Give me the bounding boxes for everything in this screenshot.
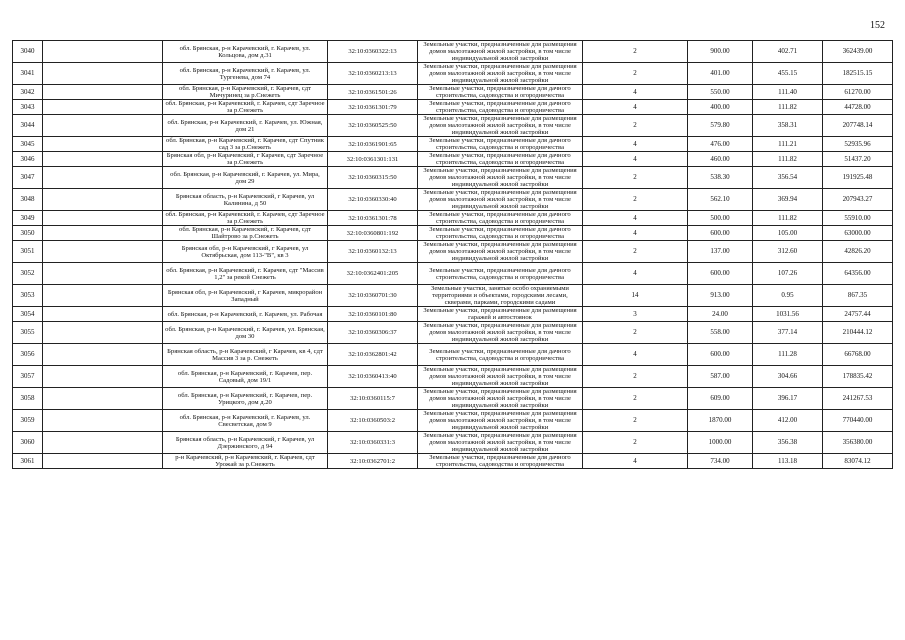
table-row <box>13 189 893 211</box>
empty-cell <box>43 152 163 167</box>
cadastral-number-cell: 32:10:0360331:3 <box>328 432 418 454</box>
specific-value-cell: 113.18 <box>753 454 823 469</box>
table-row <box>13 432 893 454</box>
land-use-purpose-cell: Земельные участки, предназначенные для размещения домов малоэтажной жилой застройки, в том числе индивидуальной жилой застройки <box>418 41 583 63</box>
cadastral-number-cell: 32:10:0360503:2 <box>328 410 418 432</box>
address-cell: Брянская область, р-н Карачевский, г Карачев, ул Дзержинского, д 94 <box>163 432 328 454</box>
land-use-purpose-cell: Земельные участки, предназначенные для размещения домов малоэтажной жилой застройки, в том числе индивидуальной жилой застройки <box>418 167 583 189</box>
land-use-purpose-cell: Земельные участки, предназначенные для размещения домов малоэтажной жилой застройки, в том числе индивидуальной жилой застройки <box>418 241 583 263</box>
land-use-purpose-cell: Земельные участки, предназначенные для размещения домов малоэтажной жилой застройки, в том числе индивидуальной жилой застройки <box>418 115 583 137</box>
area-cell: 1870.00 <box>688 410 753 432</box>
cadastral-number-cell: 32:10:0360801:192 <box>328 226 418 241</box>
row-number-cell: 3048 <box>13 189 43 211</box>
empty-cell <box>43 388 163 410</box>
cadastral-value-cell: 63000.00 <box>823 226 893 241</box>
page-number: 152 <box>870 20 885 31</box>
address-cell: обл. Брянская, р-н Карачевский, г. Карачев, ул. Брянская, дом 30 <box>163 322 328 344</box>
table-row <box>13 241 893 263</box>
area-cell: 600.00 <box>688 226 753 241</box>
address-cell: Брянская область, р-н Карачевский, г Карачев, ул Калинина, д 50 <box>163 189 328 211</box>
area-cell: 734.00 <box>688 454 753 469</box>
area-cell: 609.00 <box>688 388 753 410</box>
address-cell: обл. Брянская, р-н Карачевский, г. Карачев, сдт Шайтрово за р.Снежеть <box>163 226 328 241</box>
land-use-purpose-cell: Земельные участки, предназначенные для дачного строительства, садоводства и огородничества <box>418 152 583 167</box>
address-cell: Брянская обл, р-н Карачевский, г Карачев, сдт Заречное за р.Снежеть <box>163 152 328 167</box>
cadastral-value-cell: 64356.00 <box>823 263 893 285</box>
table-row <box>13 85 893 100</box>
cadastral-value-cell: 178835.42 <box>823 366 893 388</box>
empty-cell <box>43 344 163 366</box>
cadastral-value-cell: 770440.00 <box>823 410 893 432</box>
specific-value-cell: 111.21 <box>753 137 823 152</box>
land-use-purpose-cell: Земельные участки, предназначенные для дачного строительства, садоводства и огородничества <box>418 85 583 100</box>
group-cell: 4 <box>583 137 688 152</box>
cadastral-number-cell: 32:10:0361301:79 <box>328 100 418 115</box>
area-cell: 587.00 <box>688 366 753 388</box>
group-cell: 2 <box>583 167 688 189</box>
area-cell: 476.00 <box>688 137 753 152</box>
cadastral-number-cell: 32:10:0361301:78 <box>328 211 418 226</box>
cadastral-number-cell: 32:10:0362401:205 <box>328 263 418 285</box>
group-cell: 2 <box>583 115 688 137</box>
table-row <box>13 366 893 388</box>
cadastral-value-cell: 241267.53 <box>823 388 893 410</box>
group-cell: 14 <box>583 285 688 307</box>
land-use-purpose-cell: Земельные участки, предназначенные для дачного строительства, садоводства и огородничества <box>418 226 583 241</box>
cadastral-value-cell: 52935.96 <box>823 137 893 152</box>
cadastral-number-cell: 32:10:0362801:42 <box>328 344 418 366</box>
land-use-purpose-cell: Земельные участки, предназначенные для размещения домов малоэтажной жилой застройки, в том числе индивидуальной жилой застройки <box>418 366 583 388</box>
table-row <box>13 167 893 189</box>
row-number-cell: 3046 <box>13 152 43 167</box>
specific-value-cell: 369.94 <box>753 189 823 211</box>
specific-value-cell: 412.00 <box>753 410 823 432</box>
cadastral-value-cell: 867.35 <box>823 285 893 307</box>
cadastral-value-cell: 83074.12 <box>823 454 893 469</box>
specific-value-cell: 111.82 <box>753 100 823 115</box>
area-cell: 900.00 <box>688 41 753 63</box>
address-cell: обл. Брянская, р-н Карачевский, г. Карачев, ул. Свесветская, дом 9 <box>163 410 328 432</box>
cadastral-value-cell: 51437.20 <box>823 152 893 167</box>
cadastral-value-cell: 55910.00 <box>823 211 893 226</box>
empty-cell <box>43 432 163 454</box>
group-cell: 2 <box>583 432 688 454</box>
specific-value-cell: 105.00 <box>753 226 823 241</box>
row-number-cell: 3056 <box>13 344 43 366</box>
specific-value-cell: 312.60 <box>753 241 823 263</box>
empty-cell <box>43 322 163 344</box>
cadastral-number-cell: 32:10:0360132:13 <box>328 241 418 263</box>
area-cell: 600.00 <box>688 263 753 285</box>
row-number-cell: 3055 <box>13 322 43 344</box>
land-use-purpose-cell: Земельные участки, предназначенные для размещения домов малоэтажной жилой застройки, в том числе индивидуальной жилой застройки <box>418 432 583 454</box>
area-cell: 137.00 <box>688 241 753 263</box>
specific-value-cell: 111.28 <box>753 344 823 366</box>
group-cell: 4 <box>583 344 688 366</box>
address-cell: обл. Брянская, р-н Карачевский, г. Карачев, сдт Заречное за р.Снежеть <box>163 211 328 226</box>
row-number-cell: 3040 <box>13 41 43 63</box>
row-number-cell: 3058 <box>13 388 43 410</box>
address-cell: обл. Брянская, р-н Карачевский, г. Карачев, сдт Мичуринец за р.Снежеть <box>163 85 328 100</box>
row-number-cell: 3053 <box>13 285 43 307</box>
address-cell: обл. Брянская, р-н Карачевский, г. Карачев, сдт Спутник сад 3 за р.Снежеть <box>163 137 328 152</box>
cadastral-number-cell: 32:10:0361301:131 <box>328 152 418 167</box>
cadastral-value-cell: 207748.14 <box>823 115 893 137</box>
row-number-cell: 3054 <box>13 307 43 322</box>
land-use-purpose-cell: Земельные участки, предназначенные для дачного строительства, садоводства и огородничества <box>418 137 583 152</box>
area-cell: 401.00 <box>688 63 753 85</box>
address-cell: обл. Брянская, р-н Карачевский, г. Карачев, ул. Южная, дом 21 <box>163 115 328 137</box>
table-row <box>13 263 893 285</box>
cadastral-number-cell: 32:10:0360115:7 <box>328 388 418 410</box>
area-cell: 460.00 <box>688 152 753 167</box>
area-cell: 400.00 <box>688 100 753 115</box>
table-row <box>13 41 893 63</box>
address-cell: обл. Брянская, р-н Карачевский, г. Карачев, ул. Кольцова, дом д.31 <box>163 41 328 63</box>
row-number-cell: 3061 <box>13 454 43 469</box>
table-row <box>13 115 893 137</box>
empty-cell <box>43 410 163 432</box>
empty-cell <box>43 189 163 211</box>
specific-value-cell: 0.95 <box>753 285 823 307</box>
specific-value-cell: 111.40 <box>753 85 823 100</box>
address-cell: обл. Брянская, р-н Карачевский, г. Карачев, ул. Тургенева, дом 74 <box>163 63 328 85</box>
empty-cell <box>43 85 163 100</box>
cadastral-number-cell: 32:10:0361901:65 <box>328 137 418 152</box>
table-row <box>13 152 893 167</box>
table-row <box>13 285 893 307</box>
table-row <box>13 322 893 344</box>
empty-cell <box>43 137 163 152</box>
group-cell: 2 <box>583 41 688 63</box>
land-use-purpose-cell: Земельные участки, предназначенные для дачного строительства, садоводства и огородничества <box>418 454 583 469</box>
specific-value-cell: 107.26 <box>753 263 823 285</box>
row-number-cell: 3052 <box>13 263 43 285</box>
table-row <box>13 344 893 366</box>
row-number-cell: 3059 <box>13 410 43 432</box>
address-cell: обл. Брянская, р-н Карачевский, г. Карачев, пер. Урицкого, дом д.20 <box>163 388 328 410</box>
cadastral-number-cell: 32:10:0361501:26 <box>328 85 418 100</box>
row-number-cell: 3051 <box>13 241 43 263</box>
group-cell: 2 <box>583 410 688 432</box>
area-cell: 24.00 <box>688 307 753 322</box>
table-row <box>13 63 893 85</box>
group-cell: 4 <box>583 152 688 167</box>
row-number-cell: 3044 <box>13 115 43 137</box>
specific-value-cell: 455.15 <box>753 63 823 85</box>
group-cell: 2 <box>583 241 688 263</box>
cadastral-number-cell: 32:10:0360525:50 <box>328 115 418 137</box>
row-number-cell: 3047 <box>13 167 43 189</box>
empty-cell <box>43 226 163 241</box>
cadastral-number-cell: 32:10:0360701:30 <box>328 285 418 307</box>
row-number-cell: 3041 <box>13 63 43 85</box>
empty-cell <box>43 285 163 307</box>
specific-value-cell: 304.66 <box>753 366 823 388</box>
cadastral-value-cell: 210444.12 <box>823 322 893 344</box>
land-use-purpose-cell: Земельные участки, предназначенные для размещения домов малоэтажной жилой застройки, в том числе индивидуальной жилой застройки <box>418 388 583 410</box>
empty-cell <box>43 307 163 322</box>
table-row <box>13 137 893 152</box>
group-cell: 2 <box>583 322 688 344</box>
cadastral-value-cell: 362439.00 <box>823 41 893 63</box>
address-cell: обл. Брянская, р-н Карачевский, г. Карачев, сдт Заречное за р.Снежеть <box>163 100 328 115</box>
empty-cell <box>43 100 163 115</box>
area-cell: 550.00 <box>688 85 753 100</box>
cadastral-number-cell: 32:10:0360306:37 <box>328 322 418 344</box>
row-number-cell: 3057 <box>13 366 43 388</box>
group-cell: 2 <box>583 63 688 85</box>
empty-cell <box>43 241 163 263</box>
cadastral-value-cell: 356380.00 <box>823 432 893 454</box>
land-use-purpose-cell: Земельные участки, занятые особо охраняемыми территориями и объектами, городскими лесами, скверами, парками, городскими садами <box>418 285 583 307</box>
specific-value-cell: 377.14 <box>753 322 823 344</box>
land-use-purpose-cell: Земельные участки, предназначенные для размещения домов малоэтажной жилой застройки, в том числе индивидуальной жилой застройки <box>418 189 583 211</box>
table-row <box>13 100 893 115</box>
address-cell: обл. Брянская, р-н Карачевский, г. Карачев, ул. Рабочая <box>163 307 328 322</box>
table-row <box>13 226 893 241</box>
cadastral-value-table <box>12 40 893 469</box>
address-cell: Брянская область, р-н Карачевский, г Карачев, кв 4, сдт Массив 3 за р. Снежеть <box>163 344 328 366</box>
land-use-purpose-cell: Земельные участки, предназначенные для размещения домов малоэтажной жилой застройки, в том числе индивидуальной жилой застройки <box>418 63 583 85</box>
table-row <box>13 454 893 469</box>
specific-value-cell: 111.82 <box>753 152 823 167</box>
row-number-cell: 3045 <box>13 137 43 152</box>
row-number-cell: 3042 <box>13 85 43 100</box>
empty-cell <box>43 263 163 285</box>
address-cell: обл. Брянская, р-н Карачевский, г. Карачев, пер. Садовый, дом 19/1 <box>163 366 328 388</box>
group-cell: 4 <box>583 263 688 285</box>
specific-value-cell: 356.38 <box>753 432 823 454</box>
address-cell: Брянская обл, р-н Карачевский, г Карачев, микрорайон Западный <box>163 285 328 307</box>
cadastral-value-cell: 191925.48 <box>823 167 893 189</box>
cadastral-number-cell: 32:10:0360315:50 <box>328 167 418 189</box>
cadastral-value-cell: 66768.00 <box>823 344 893 366</box>
area-cell: 579.80 <box>688 115 753 137</box>
land-use-purpose-cell: Земельные участки, предназначенные для размещения домов малоэтажной жилой застройки, в том числе индивидуальной жилой застройки <box>418 322 583 344</box>
group-cell: 4 <box>583 226 688 241</box>
cadastral-number-cell: 32:10:0360413:40 <box>328 366 418 388</box>
specific-value-cell: 358.31 <box>753 115 823 137</box>
group-cell: 4 <box>583 100 688 115</box>
row-number-cell: 3060 <box>13 432 43 454</box>
table-row <box>13 388 893 410</box>
land-use-purpose-cell: Земельные участки, предназначенные для дачного строительства, садоводства и огородничества <box>418 344 583 366</box>
group-cell: 4 <box>583 85 688 100</box>
cadastral-number-cell: 32:10:0360213:13 <box>328 63 418 85</box>
specific-value-cell: 396.17 <box>753 388 823 410</box>
cadastral-value-cell: 24757.44 <box>823 307 893 322</box>
empty-cell <box>43 41 163 63</box>
group-cell: 3 <box>583 307 688 322</box>
table-row <box>13 410 893 432</box>
group-cell: 2 <box>583 388 688 410</box>
row-number-cell: 3050 <box>13 226 43 241</box>
specific-value-cell: 402.71 <box>753 41 823 63</box>
group-cell: 4 <box>583 211 688 226</box>
row-number-cell: 3043 <box>13 100 43 115</box>
table-row <box>13 307 893 322</box>
area-cell: 913.00 <box>688 285 753 307</box>
specific-value-cell: 1031.56 <box>753 307 823 322</box>
cadastral-number-cell: 32:10:0360322:13 <box>328 41 418 63</box>
empty-cell <box>43 366 163 388</box>
area-cell: 500.00 <box>688 211 753 226</box>
cadastral-value-cell: 207943.27 <box>823 189 893 211</box>
address-cell: обл. Брянская, р-н Карачевский, г. Карачев, сдт "Массив 1,2" за рекой Снежеть <box>163 263 328 285</box>
group-cell: 2 <box>583 366 688 388</box>
cadastral-number-cell: 32:10:0360330:40 <box>328 189 418 211</box>
area-cell: 562.10 <box>688 189 753 211</box>
land-use-purpose-cell: Земельные участки, предназначенные для дачного строительства, садоводства и огородничества <box>418 263 583 285</box>
address-cell: р-н Карачевский, р-н Карачевский, г. Карачев, сдт Урожай за р.Снежеть <box>163 454 328 469</box>
cadastral-value-cell: 61270.00 <box>823 85 893 100</box>
address-cell: обл. Брянская, р-н Карачевский, г. Карачев, ул. Мира, дом 29 <box>163 167 328 189</box>
cadastral-value-cell: 42826.20 <box>823 241 893 263</box>
address-cell: Брянская обл, р-н Карачевский, г Карачев, ул Октябрьская, дом 113-"В", кв 3 <box>163 241 328 263</box>
area-cell: 538.30 <box>688 167 753 189</box>
cadastral-value-cell: 182515.15 <box>823 63 893 85</box>
table-row <box>13 211 893 226</box>
area-cell: 1000.00 <box>688 432 753 454</box>
land-use-purpose-cell: Земельные участки, предназначенные для дачного строительства, садоводства и огородничества <box>418 100 583 115</box>
specific-value-cell: 356.54 <box>753 167 823 189</box>
empty-cell <box>43 63 163 85</box>
group-cell: 2 <box>583 189 688 211</box>
land-use-purpose-cell: Земельные участки, предназначенные для дачного строительства, садоводства и огородничества <box>418 211 583 226</box>
area-cell: 600.00 <box>688 344 753 366</box>
land-use-purpose-cell: Земельные участки, предназначенные для размещения домов малоэтажной жилой застройки, в том числе индивидуальной жилой застройки <box>418 410 583 432</box>
row-number-cell: 3049 <box>13 211 43 226</box>
cadastral-number-cell: 32:10:0362701:2 <box>328 454 418 469</box>
cadastral-value-cell: 44728.00 <box>823 100 893 115</box>
specific-value-cell: 111.82 <box>753 211 823 226</box>
cadastral-number-cell: 32:10:0360101:80 <box>328 307 418 322</box>
land-use-purpose-cell: Земельные участки, предназначенные для размещения гаражей и автостоянок <box>418 307 583 322</box>
group-cell: 4 <box>583 454 688 469</box>
empty-cell <box>43 115 163 137</box>
empty-cell <box>43 454 163 469</box>
empty-cell <box>43 167 163 189</box>
area-cell: 558.00 <box>688 322 753 344</box>
empty-cell <box>43 211 163 226</box>
